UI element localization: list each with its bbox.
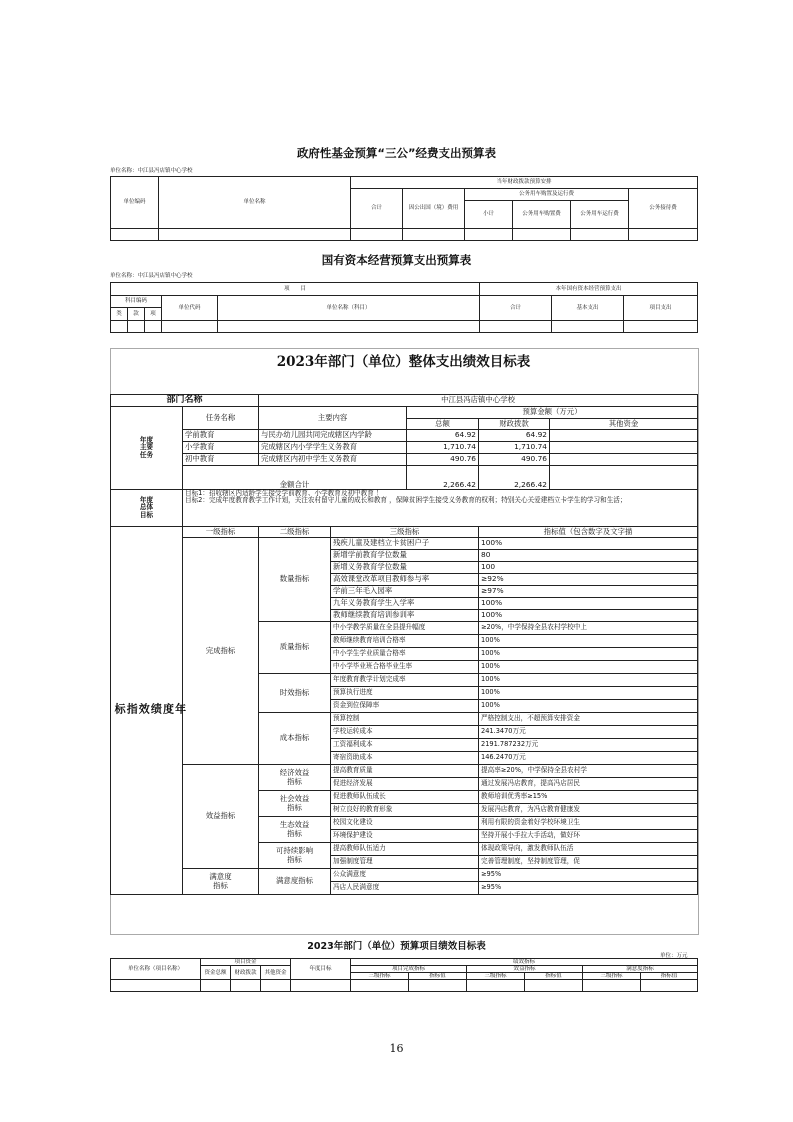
t3-val: 提高率≥20%，中学保持全县农村学 [479,765,698,778]
t3-val: 100% [479,687,698,700]
t4-h-fund-other: 其他资金 [261,966,291,980]
t4-h-fund-total: 资金总额 [201,966,231,980]
t3-l3: 加强制度管理 [331,856,479,869]
t2-h-basic: 基本支出 [552,296,624,321]
t3-task-fiscal: 490.76 [479,454,550,466]
t4-h-sat: 满意度指标 [583,966,698,973]
t3-l3: 新增义务教育学位数量 [331,562,479,574]
t3-task-content: 与民办幼儿园共同完成辖区内学龄 [259,430,407,442]
t3-l3: 资金到位保障率 [331,700,479,713]
t3-val: 100% [479,610,698,622]
t3-total-fiscal: 2,266.42 [479,466,550,490]
t3-task-row [111,442,698,454]
t3-val: 100% [479,598,698,610]
t3-h-val: 指标值（包含数字及文字描 [479,527,698,538]
t3-val: 发展冯店教育，为冯店教育健康发 [479,804,698,817]
t3-h-sum: 总额 [407,419,479,430]
t3-total-sum: 2,266.42 [407,466,479,490]
t3-l3: 公众满意度 [331,869,479,882]
t3-val: 100% [479,635,698,648]
t3-val: 严格控制支出，不超预算安排资金 [479,713,698,726]
t3-l3: 校园文化建设 [331,817,479,830]
t3-task-other [550,454,698,466]
t3-s-qual: 质量指标 [259,622,331,674]
t3-val: 100% [479,648,698,661]
t1-h-buy: 公务用车购置费 [513,201,571,229]
t3-val: 80 [479,550,698,562]
t1-empty-row [111,229,698,241]
t3-l3: 年度教育教学计划完成率 [331,674,479,687]
t3-s-time: 时效指标 [259,674,331,713]
t3-val: 通过发展冯店教育，提高冯店居民 [479,778,698,791]
t1-h-total: 合计 [351,189,403,229]
t2-table [110,282,698,333]
t3-h-l2: 二级指标 [259,527,331,538]
t1-unit-label: 单位名称：中江县冯店镇中心学校 [110,168,193,174]
t3-val: 100% [479,674,698,687]
t4-h-l3: 三级指标 [467,973,525,980]
t3-task-fiscal: 1,710.74 [479,442,550,454]
t3-s-sus: 可持续影响 指标 [259,843,331,869]
t3-l3: 冯店人民满意度 [331,882,479,895]
t3-l3: 学前三年毛入园率 [331,586,479,598]
t1-title: 政府性基金预算“三公”经费支出预算表 [296,146,497,160]
t4-h-val: 指标值 [641,973,698,980]
t2-h-lei: 类 [111,308,128,321]
t4-h-perf: 绩效指标 [351,959,698,966]
t3-l3: 学校运转成本 [331,726,479,739]
t3-task-fiscal: 64.92 [479,430,550,442]
t2-h-subject: 科目编码 [111,296,162,308]
t3-val: 2191.787232万元 [479,739,698,752]
t3-val: 坚持开展小手拉大手活动，做好环 [479,830,698,843]
t3-g3: 满意度 指标 [183,869,259,895]
t3-val: ≥95% [479,869,698,882]
t3-l3: 工资福利成本 [331,739,479,752]
t3-val: 100 [479,562,698,574]
t4-h-fund: 项目资金 [201,959,291,966]
t3-l3: 教师继续教育培训参训率 [331,610,479,622]
t1-h-recv: 公务接待费 [629,189,698,229]
t3-task-other [550,430,698,442]
t3-l3: 九年义务教育学生入学率 [331,598,479,610]
t4-h-out: 项目完成指标 [351,966,467,973]
t4-table [110,958,698,992]
t2-h-budget: 本年国有资本经营预算支出 [480,283,698,296]
t3-l3: 树立良好的教育形象 [331,804,479,817]
t3-l3: 提高教师队伍适力 [331,843,479,856]
t3-val: 100% [479,538,698,550]
t3-task-label: 年度 主要 任务 [111,407,183,490]
t4-empty-row [111,980,698,992]
t3-ind-label: 年 度 绩 效 指 标 [111,527,183,895]
t3-val: 100% [479,661,698,674]
t2-h-total: 合计 [480,296,552,321]
t3-val: 利用有限的资金着好学校环境卫生 [479,817,698,830]
t3-l3: 教师继续教育培训合格率 [331,635,479,648]
t3-l3: 促进教师队伍成长 [331,791,479,804]
t3-s-sat: 满意度指标 [259,869,331,895]
t3-l3: 中小学教学质量在全县提升幅度 [331,622,479,635]
t3-task-other [550,442,698,454]
t3-l3: 中小学生学业质量合格率 [331,648,479,661]
t3-l3: 寄宿资助成本 [331,752,479,765]
t3-h-l1: 一级指标 [183,527,259,538]
t1-h-run: 公务用车运行费 [571,201,629,229]
t4-h-l3: 三级指标 [583,973,641,980]
t3-s-soc: 社会效益 指标 [259,791,331,817]
t3-val: 体现政策导向，激发教师队伍活 [479,843,698,856]
t3-title: 2023年部门（单位）整体支出绩效目标表 [276,354,531,370]
t3-task-sum: 64.92 [407,430,479,442]
t1-h-name: 单位名称 [159,177,351,229]
t3-task-name: 小学教育 [183,442,259,454]
t3-g1: 完成指标 [183,538,259,765]
t3-val: ≥95% [479,882,698,895]
t3-task-row [111,454,698,466]
t3-task-name: 初中教育 [183,454,259,466]
t3-task-name: 学前教育 [183,430,259,442]
t3-l3: 提高教育质量 [331,765,479,778]
t4-h-val: 指标值 [525,973,583,980]
t2-empty-row [111,321,698,333]
t3-l3: 残疾儿童及建档立卡贫困户子 [331,538,479,550]
t1-h-year: 当年财政拨款预算安排 [351,177,698,189]
t3-task-sum: 490.76 [407,454,479,466]
t3-val: ≥20%，中学保持全县农村学校中上 [479,622,698,635]
t1-h-code: 单位编码 [111,177,159,229]
t3-val: ≥92% [479,574,698,586]
t3-h-other: 其他资金 [550,419,698,430]
t4-h-fund-fiscal: 财政拨款 [231,966,261,980]
t4-h-unit: 单位名称（项目名称） [111,959,201,980]
t4-unit-note: 单位：万元 [660,953,688,959]
t3-l3: 中小学毕业班合格毕业生率 [331,661,479,674]
t1-h-abroad: 因公出国（境）费用 [403,189,465,229]
t3-l3: 新增学前教育学位数量 [331,550,479,562]
t1-table [110,176,698,241]
t1-h-sub: 小计 [465,201,513,229]
t3-h-content: 主要内容 [259,407,407,430]
t2-h-project: 项目支出 [624,296,698,321]
t4-h-val: 指标值 [409,973,467,980]
t4-h-l3: 三级指标 [351,973,409,980]
t4-h-goal: 年度目标 [291,959,351,980]
t4-h-eff: 效益指标 [467,966,583,973]
t3-h-fiscal: 财政拨款 [479,419,550,430]
t3-task-sum: 1,710.74 [407,442,479,454]
t3-s-econ: 经济效益 指标 [259,765,331,791]
t2-h-name: 单位名称（科目） [218,296,480,321]
t3-l3: 促进经济发展 [331,778,479,791]
t3-table [110,394,698,895]
t3-h-l3: 三级指标 [331,527,479,538]
t3-val: 146.2470万元 [479,752,698,765]
t1-h-car: 公务用车购置及运行费 [465,189,629,201]
t3-l3: 高效课堂改革项目教师参与率 [331,574,479,586]
t2-unit-label: 单位名称：中江县冯店镇中心学校 [110,273,193,279]
t3-h-task: 任务名称 [183,407,259,430]
t3-s-cost: 成本指标 [259,713,331,765]
t2-h-item: 项 目 [111,283,480,296]
t2-title: 国有资本经营预算支出预算表 [321,253,472,267]
t2-h-kuan: 款 [128,308,145,321]
t3-goal-text: 目标1：招收辖区内适龄学生接受学前教育、小学教育及初中教育 ！ 目标2：完成年度教育教学工作计划，关注农村留守儿童的成长和教育 ，保障贫困学生接受义务教育的权利；特别关心关爱建档立卡学生的学习和生活； [183,490,698,527]
t4-title: 2023年部门（单位）预算项目绩效目标表 [307,941,486,952]
t3-total-label: 金额合计 [183,466,407,490]
t3-task-content: 完成辖区内小学学生义务教育 [259,442,407,454]
t3-val: ≥97% [479,586,698,598]
t3-h-budget: 预算金额（万元） [407,407,698,419]
t3-val: 100% [479,700,698,713]
t3-l3: 预算控制 [331,713,479,726]
t3-s-eco: 生态效益 指标 [259,817,331,843]
page-number: 16 [389,1042,404,1055]
t3-val: 241.3470万元 [479,726,698,739]
t3-dept-label: 部门名称 [111,395,259,407]
t2-h-xiang: 项 [145,308,162,321]
t3-goal-label: 年度 总体 目标 [111,490,183,527]
t3-g2: 效益指标 [183,765,259,869]
t3-l3: 环境保护建设 [331,830,479,843]
t3-task-row [111,430,698,442]
t3-s-qty: 数量指标 [259,538,331,622]
t3-task-content: 完成辖区内初中学生义务教育 [259,454,407,466]
t3-val: 完善管理制度，坚持制度管理，促 [479,856,698,869]
t3-dept-value: 中江县冯店镇中心学校 [259,395,698,407]
t3-l3: 预算执行进度 [331,687,479,700]
t2-h-code: 单位代码 [162,296,218,321]
t3-val: 教师培训优秀率≥15% [479,791,698,804]
